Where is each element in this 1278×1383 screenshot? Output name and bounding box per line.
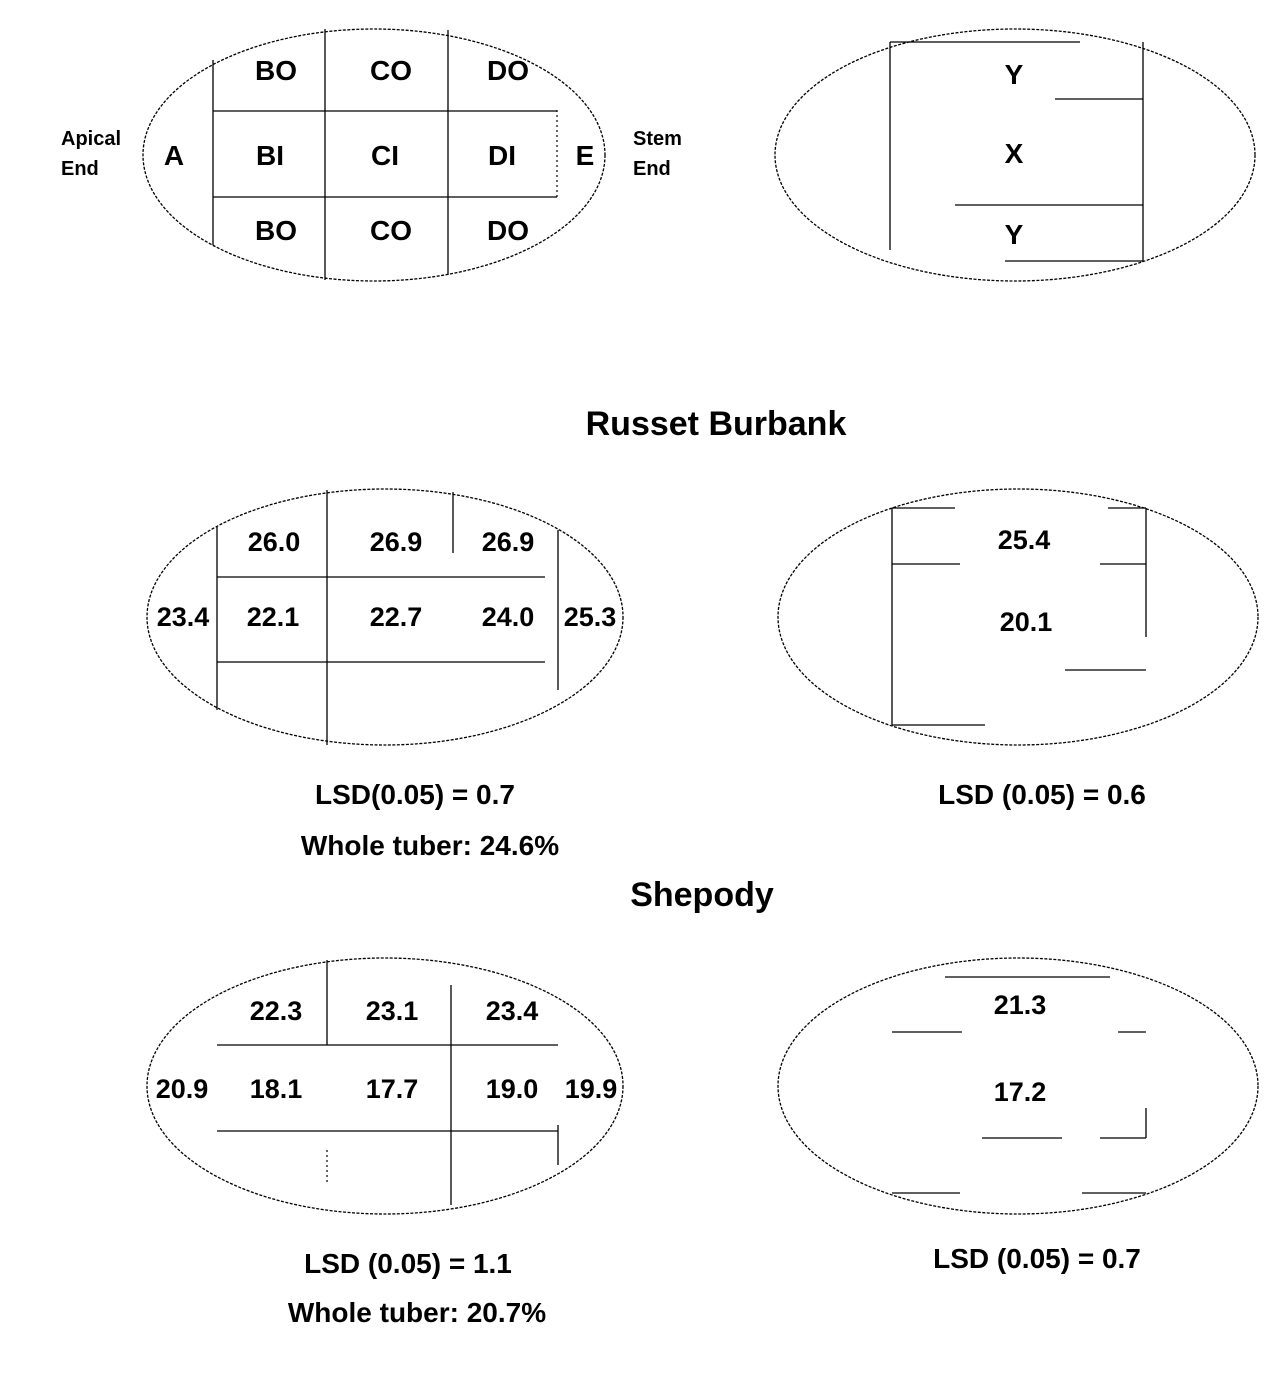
- region-co-top-label: CO: [370, 55, 412, 86]
- shepody-x-value: 17.2: [993, 1077, 1047, 1107]
- region-co-bottom-label: CO: [370, 215, 412, 246]
- shepody-bi-value: 18.1: [249, 1074, 303, 1104]
- russet-ci-value: 22.7: [369, 602, 423, 632]
- russet-right-diagram: [778, 489, 1258, 745]
- legend-right-diagram: [775, 29, 1255, 281]
- russet-e-value: 25.3: [563, 602, 617, 632]
- shepody-di-value: 19.0: [485, 1074, 539, 1104]
- russet-burbank-title: Russet Burbank: [585, 405, 847, 443]
- region-e-label: E: [575, 140, 595, 171]
- russet-whole-tuber: Whole tuber: 24.6%: [300, 830, 560, 861]
- russet-co-value: 26.9: [369, 527, 423, 557]
- apical-end-label: End: [61, 158, 99, 180]
- region-bo-top-label: BO: [255, 55, 297, 86]
- shepody-whole-tuber: Whole tuber: 20.7%: [287, 1297, 547, 1328]
- shepody-a-value: 20.9: [155, 1074, 209, 1104]
- region-di-label: DI: [488, 140, 516, 171]
- shepody-y-value: 21.3: [993, 990, 1047, 1020]
- shepody-bo-value: 22.3: [249, 996, 303, 1026]
- shepody-right-diagram: [778, 958, 1258, 1214]
- shepody-right-lsd: LSD (0.05) = 0.7: [933, 1243, 1141, 1274]
- region-y-top-label: Y: [1004, 59, 1024, 90]
- shepody-left-lsd: LSD (0.05) = 1.1: [304, 1248, 512, 1279]
- shepody-left-diagram: [147, 958, 623, 1214]
- russet-a-value: 23.4: [156, 602, 210, 632]
- region-do-top-label: DO: [487, 55, 529, 86]
- region-do-bottom-label: DO: [487, 215, 529, 246]
- region-y-bottom-label: Y: [1004, 219, 1024, 250]
- region-x-label: X: [1004, 138, 1024, 169]
- shepody-do-value: 23.4: [485, 996, 539, 1026]
- region-bi-label: BI: [256, 140, 284, 171]
- russet-bi-value: 22.1: [246, 602, 300, 632]
- russet-do-value: 26.9: [481, 527, 535, 557]
- shepody-ci-value: 17.7: [365, 1074, 419, 1104]
- russet-y-value: 25.4: [997, 525, 1051, 555]
- shepody-title: Shepody: [630, 876, 774, 914]
- russet-right-lsd: LSD (0.05) = 0.6: [938, 779, 1146, 810]
- shepody-e-value: 19.9: [564, 1074, 618, 1104]
- stem-end-label: End: [633, 158, 671, 180]
- stem-label: Stem: [633, 128, 682, 150]
- region-a-label: A: [163, 140, 185, 171]
- russet-di-value: 24.0: [481, 602, 535, 632]
- shepody-co-value: 23.1: [365, 996, 419, 1026]
- legend-left-diagram: [61, 29, 682, 281]
- russet-left-lsd: LSD(0.05) = 0.7: [315, 779, 515, 810]
- apical-label: Apical: [61, 128, 122, 150]
- russet-x-value: 20.1: [999, 607, 1053, 637]
- russet-bo-value: 26.0: [247, 527, 301, 557]
- russet-left-diagram: [147, 489, 623, 745]
- region-ci-label: CI: [371, 140, 399, 171]
- region-bo-bottom-label: BO: [255, 215, 297, 246]
